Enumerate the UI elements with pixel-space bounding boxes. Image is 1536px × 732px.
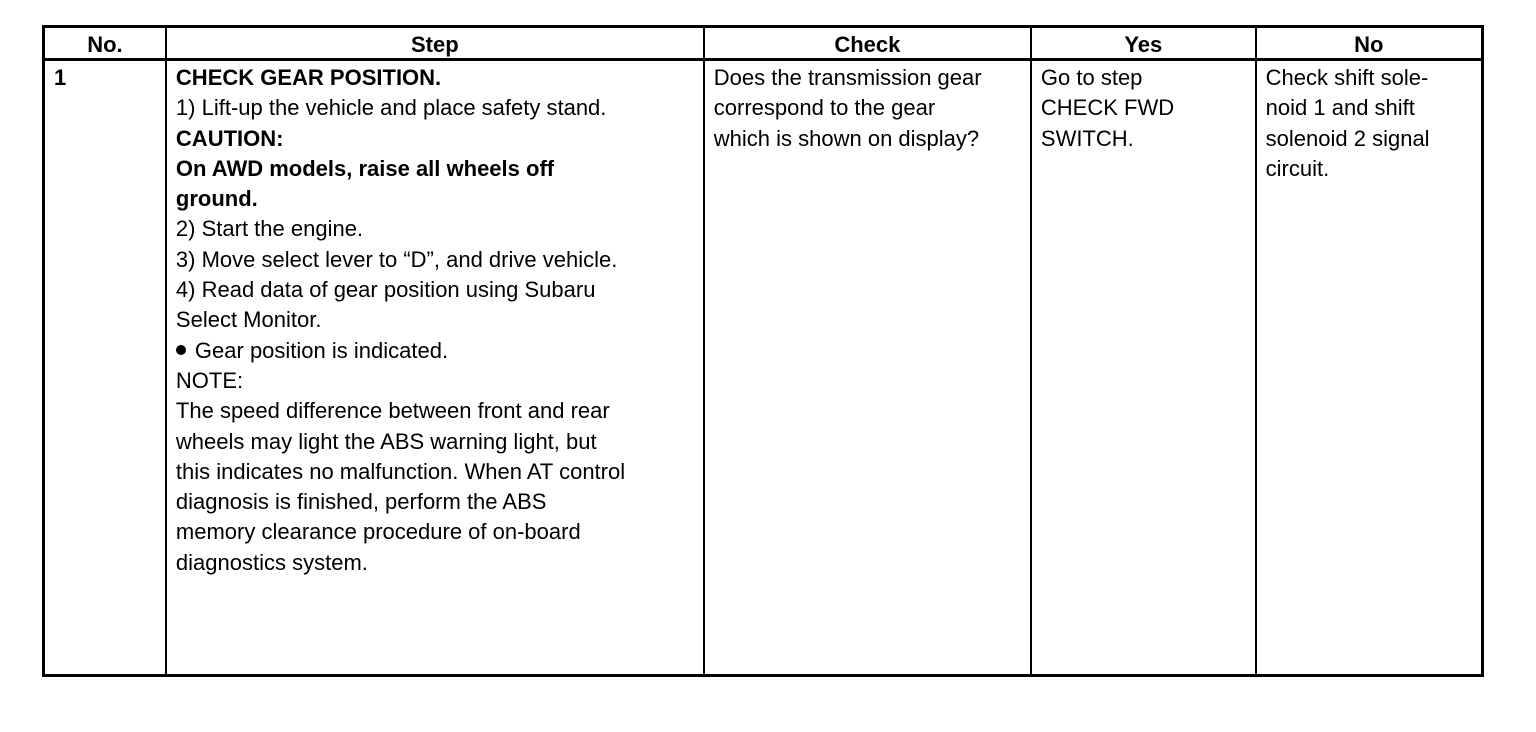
header-check: Check xyxy=(704,27,1031,60)
step-line: Gear position is indicated. xyxy=(176,336,695,366)
header-no-result: No xyxy=(1256,27,1483,60)
yes-cell xyxy=(1031,60,1256,676)
step-line: memory clearance procedure of on-board xyxy=(175,519,581,545)
header-no: No. xyxy=(44,27,166,60)
no-cell xyxy=(1256,60,1483,676)
step-line: CAUTION: xyxy=(175,125,284,151)
step-line: Select Monitor. xyxy=(175,307,322,333)
step-line: diagnostics system. xyxy=(175,549,368,575)
no-result-line: circuit. xyxy=(1265,155,1330,181)
no-result-line: solenoid 2 signal xyxy=(1265,125,1430,151)
step-line: 4) Read data of gear position using Subaru xyxy=(175,277,596,303)
step-line: On AWD models, raise all wheels off xyxy=(175,155,555,181)
yes-line: Go to step xyxy=(1040,65,1143,90)
diagnostic-table xyxy=(42,25,1484,677)
step-line: NOTE: xyxy=(175,367,244,393)
yes-line: SWITCH. xyxy=(1040,125,1134,151)
step-line: wheels may light the ABS warning light, but xyxy=(175,428,597,454)
table-row xyxy=(44,60,1483,676)
step-line: 3) Move select lever to “D”, and drive vehicle. xyxy=(175,246,618,272)
header-row xyxy=(44,27,1483,60)
step-line: The speed difference between front and rear xyxy=(175,398,610,424)
no-result-line: Check shift sole- xyxy=(1265,65,1429,90)
step-line: 1) Lift-up the vehicle and place safety stand. xyxy=(175,95,607,121)
step-line: 2) Start the engine. xyxy=(175,216,364,242)
row-number: 1 xyxy=(44,60,166,676)
header-step: Step xyxy=(166,27,704,60)
step-line: ground. xyxy=(175,186,258,212)
header-yes: Yes xyxy=(1031,27,1256,60)
step-cell xyxy=(166,60,704,676)
check-line: correspond to the gear xyxy=(713,95,936,121)
no-result-line: noid 1 and shift xyxy=(1265,95,1415,121)
check-line: which is shown on display? xyxy=(713,125,980,151)
step-line: CHECK GEAR POSITION. xyxy=(175,65,442,90)
check-cell xyxy=(704,60,1031,676)
check-line: Does the transmission gear xyxy=(713,65,982,90)
step-line: diagnosis is finished, perform the ABS xyxy=(175,489,547,515)
yes-line: CHECK FWD xyxy=(1040,95,1175,121)
step-line: this indicates no malfunction. When AT control xyxy=(175,458,626,484)
